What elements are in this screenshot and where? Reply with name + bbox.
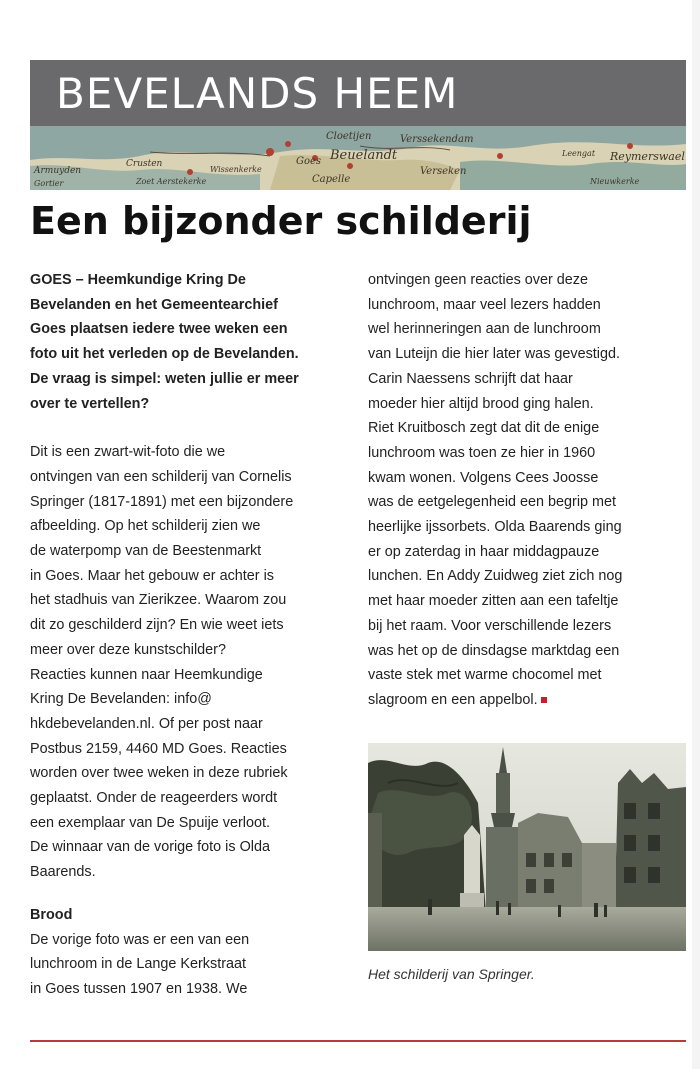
body-line: in Goes tussen 1907 en 1938. We (30, 980, 248, 997)
body-line: vaste stek met warme chocomel met (368, 667, 602, 684)
map-label: Zoet Aerstekerke (136, 177, 207, 186)
body-line: worden over twee weken in deze rubriek (30, 765, 288, 782)
photo-caption: Het schilderij van Springer. (368, 966, 535, 982)
body-line: afbeelding. Op het schilderij zien we (30, 518, 261, 535)
body-line: heerlijke ijssorbets. Olda Baarends ging (368, 519, 622, 536)
map-label: Beuelandt (330, 148, 398, 163)
map-label: Nieuwkerke (590, 177, 640, 186)
section-banner (30, 60, 686, 126)
springer-painting-photo (368, 743, 686, 951)
body-line: wel herinneringen aan de lunchroom (368, 321, 601, 338)
body-line: hkdebevelanden.nl. Of per post naar (30, 715, 263, 732)
article-section-brood (30, 903, 352, 1002)
body-line: lunchroom was toen ze hier in 1960 (368, 444, 596, 461)
map-label: Gortier (34, 179, 64, 188)
map-label: Capelle (312, 174, 351, 185)
body-line: Carin Naessens schrijft dat haar (368, 370, 573, 387)
body-line: was het op de dinsdagse marktdag een (368, 642, 620, 659)
body-line: lunchen. En Addy Zuidweg ziet zich nog (368, 568, 623, 585)
lead-line: Bevelanden en het Gemeentearchief (30, 296, 278, 313)
body-line-text: slagroom en een appelbol. (368, 691, 538, 708)
article-body-paragraph (30, 440, 352, 885)
body-line: dit zo geschilderd zijn? En wie weet iets (30, 617, 284, 634)
article-column-left (30, 268, 352, 1002)
body-line: bij het raam. Voor verschillende lezers (368, 617, 612, 634)
map-label: Cloetijen (326, 131, 372, 142)
body-line: meer over deze kunstschilder? (30, 641, 226, 658)
map-label: Armuyden (34, 166, 82, 176)
lead-line: De vraag is simpel: weten jullie er meer (30, 370, 299, 387)
body-line: in Goes. Maar het gebouw er achter is (30, 567, 274, 584)
body-line: lunchroom, maar veel lezers hadden (368, 296, 601, 313)
body-line: Dit is een zwart-wit-foto die we (30, 444, 226, 461)
map-label: Wissenkerke (210, 165, 262, 174)
map-label: Leengat (562, 149, 596, 158)
map-label: Verssekendam (400, 134, 474, 145)
body-line: De vorige foto was er een van een (30, 931, 250, 948)
body-line: moeder hier altijd brood ging halen. (368, 395, 594, 412)
article-lead (30, 268, 352, 416)
lead-line: over te vertellen? (30, 395, 150, 412)
body-line-last (368, 688, 688, 713)
body-line: was de eetgelegenheid een begrip met (368, 494, 617, 511)
bottom-divider (30, 1040, 686, 1042)
historic-map-strip (30, 126, 686, 190)
lead-line: Goes plaatsen iedere twee weken een (30, 321, 288, 338)
body-line: Kring De Bevelanden: info@ (30, 691, 212, 708)
section-title: BEVELANDS HEEM (56, 69, 459, 118)
end-mark-icon (541, 697, 547, 703)
body-line: Riet Kruitbosch zegt dat dit de enige (368, 420, 600, 437)
article-body-continued (368, 268, 688, 713)
body-line: het stadhuis van Zierikzee. Waarom zou (30, 592, 287, 609)
body-line: lunchroom in de Lange Kerkstraat (30, 956, 246, 973)
map-label: Verseken (420, 166, 467, 177)
body-line: er op zaterdag in haar middagpauze (368, 543, 600, 560)
body-line: ontvingen geen reacties over deze (368, 272, 589, 288)
lead-line: foto uit het verleden op de Bevelanden. (30, 346, 299, 363)
body-line: Postbus 2159, 4460 MD Goes. Reacties (30, 740, 287, 757)
section-subheading: Brood (30, 906, 73, 923)
body-line: van Luteijn die hier later was gevestigd. (368, 346, 620, 363)
body-line: de waterpomp van de Beestenmarkt (30, 543, 262, 560)
body-line: een exemplaar van De Spuije verloot. (30, 814, 270, 831)
body-line: kwam wonen. Volgens Cees Joosse (368, 469, 599, 486)
body-line: De winnaar van de vorige foto is Olda (30, 839, 270, 856)
map-label: Reymerswael (610, 150, 685, 163)
body-line: geplaatst. Onder de reageerders wordt (30, 790, 278, 807)
article-column-right (368, 268, 688, 713)
body-line: met haar moeder zitten aan een tafeltje (368, 593, 619, 610)
body-line: Springer (1817-1891) met een bijzondere (30, 493, 294, 510)
page-edge (692, 0, 700, 1069)
article-headline: Een bijzonder schilderij (30, 199, 532, 243)
body-line: Reacties kunnen naar Heemkundige (30, 666, 263, 683)
map-label: Goes (296, 156, 322, 167)
body-line: ontvingen van een schilderij van Cornelis (30, 468, 292, 485)
map-label: Crusten (126, 159, 163, 169)
body-line: Baarends. (30, 864, 96, 881)
lead-line: GOES – Heemkundige Kring De (30, 272, 246, 288)
